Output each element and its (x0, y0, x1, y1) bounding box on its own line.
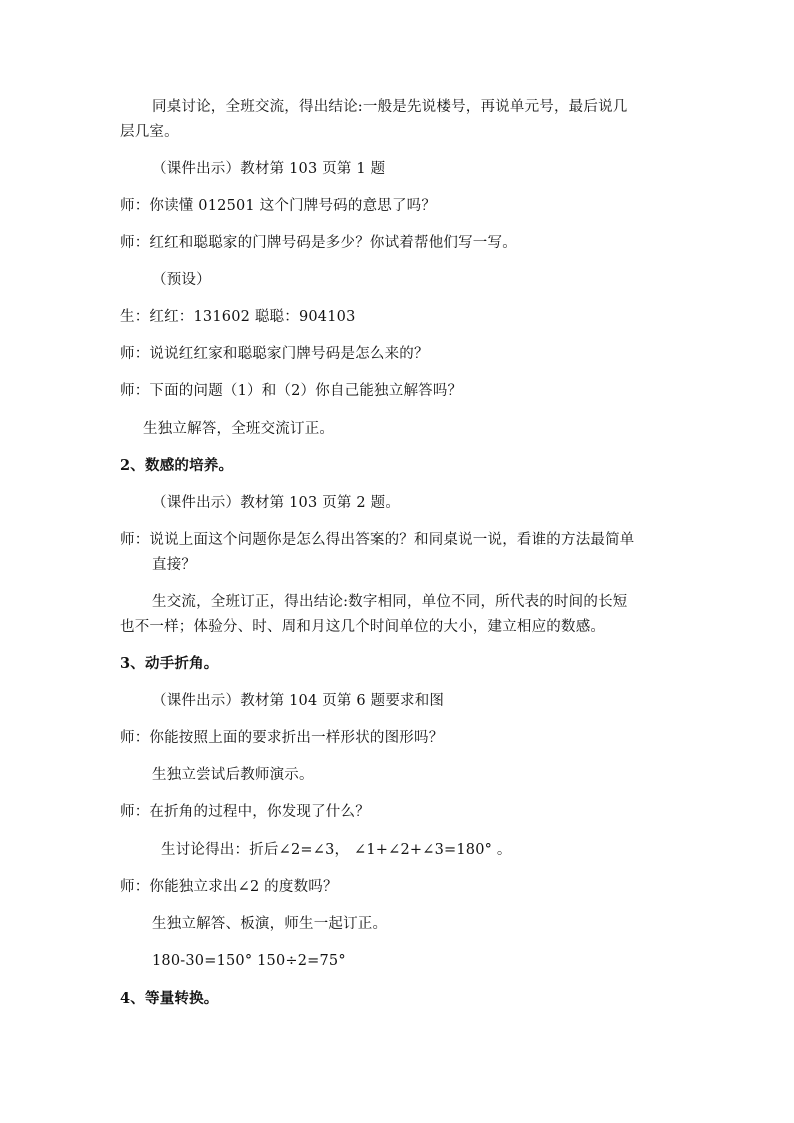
teacher-line: 师：说说红红家和聪聪家门牌号码是怎么来的？ (120, 346, 429, 362)
paragraph-line: 层几室。 (120, 124, 179, 140)
teacher-line: 师：在折角的过程中，你发现了什么？ (120, 804, 370, 820)
student-line: 生独立解答，全班交流订正。 (143, 421, 335, 437)
student-line: 生独立尝试后教师演示。 (152, 767, 314, 783)
student-line: 生讨论得出：折后∠2=∠3， ∠1+∠2+∠3=180° 。 (161, 842, 512, 858)
student-line: 生独立解答、板演，师生一起订正。 (152, 916, 388, 932)
teacher-line: 师：你能独立求出∠2 的度数吗？ (120, 879, 338, 895)
teacher-line: 师：你能按照上面的要求折出一样形状的图形吗？ (120, 730, 444, 746)
teacher-line: 师：红红和聪聪家的门牌号码是多少？你试着帮他们写一写。 (120, 235, 517, 251)
teacher-line: 师：说说上面这个问题你是怎么得出答案的？和同桌说一说，看谁的方法最简单 (120, 532, 635, 548)
teacher-line: 师：你读懂 012501 这个门牌号码的意思了吗？ (120, 198, 437, 214)
student-line-cont: 也不一样；体验分、时、周和月这几个时间单位的大小，建立相应的数感。 (120, 619, 606, 635)
paragraph-line: 同桌讨论，全班交流，得出结论:一般是先说楼号，再说单元号，最后说几 (152, 99, 628, 115)
math-expression: 180-30=150° 150÷2=75° (152, 953, 346, 969)
section-heading: 4、等量转换。 (120, 990, 219, 1007)
preset-note: （预设） (152, 272, 211, 288)
section-heading: 2、数感的培养。 (120, 457, 234, 474)
student-line: 生交流，全班订正，得出结论:数字相同，单位不同，所代表的时间的长短 (152, 594, 628, 610)
student-line: 生：红红：131602 聪聪：904103 (120, 309, 356, 325)
courseware-note: （课件出示）教材第 103 页第 2 题。 (152, 495, 401, 511)
courseware-note: （课件出示）教材第 104 页第 6 题要求和图 (152, 693, 445, 709)
teacher-line-cont: 直接？ (152, 557, 197, 573)
courseware-note: （课件出示）教材第 103 页第 1 题 (152, 161, 386, 177)
section-heading: 3、动手折角。 (120, 655, 219, 672)
teacher-line: 师：下面的问题（1）和（2）你自己能独立解答吗？ (120, 383, 463, 399)
